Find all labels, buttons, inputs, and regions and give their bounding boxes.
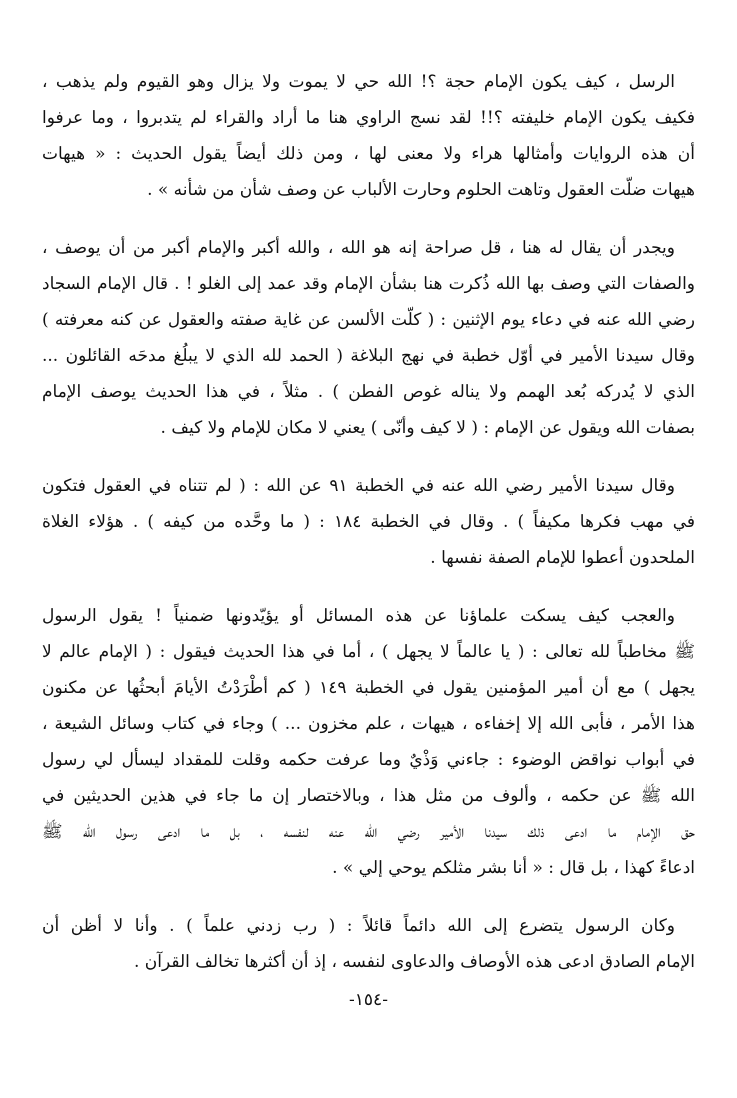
text-line: الذي لا يُدركه بُعد الهمم ولا يناله غوص الفطن ) . مثلاً ، في هذا الحديث يوصف الإمام <box>42 382 695 402</box>
page-body <box>42 64 695 1002</box>
text-line: ادعاءً كهذا ، بل قال : « أنا بشر مثلكم يوحي إلي » . <box>332 858 695 878</box>
text-line: وقال سيدنا الأمير في أوّل خطبة في نهج البلاغة ( الحمد لله الذي لا يبلُغ مدحَه القائلون ... <box>42 346 695 366</box>
text-line: في مهب فكرها مكيفاً ) . وقال في الخطبة ١٨٤ : ( ما وحَّده من كيفه ) . هؤلاء الغلاة <box>42 512 695 532</box>
text-line: هيهات ضلّت العقول وتاهت الحلوم وحارت الألباب عن وصف شأن من شأنه » . <box>147 180 695 200</box>
page-number: -١٥٤- <box>349 990 388 1010</box>
text-line: في أبواب نواقض الوضوء : جاءني وَذْيٌ وما عرفت حكمه وقلت للمقداد ليسأل لي رسول <box>42 750 695 770</box>
paragraph-3 <box>42 468 695 576</box>
text-line: الملحدون أعطوا للإمام الصفة نفسها . <box>430 548 695 568</box>
text-line: حق الإمام ما ادعى ذلك سيدنا الأمير رضي الله عنه لنفسه ، بل ما ادعى رسول الله ﷺ <box>42 822 695 842</box>
paragraph-2 <box>42 230 695 446</box>
text-line: ويجدر أن يقال له هنا ، قل صراحة إنه هو الله ، والله أكبر والإمام أكبر من أن يوصف ، <box>42 238 675 258</box>
text-line: الإمام الصادق ادعى هذه الأوصاف والدعاوى لنفسه ، إذ أن أكثرها تخالف القرآن . <box>133 952 695 972</box>
text-line: والصفات التي وصف بها الله ذُكرت هنا بشأن الإمام وقد عمد إلى الغلو ! . قال الإمام السجاد <box>42 274 695 294</box>
text-line: فكيف يكون الإمام خليفته ؟!! لقد نسج الراوي هنا ما أراد والقراء لم يتدبروا ، وما عرفوا <box>42 108 695 128</box>
text-line: الله ﷺ عن حكمه ، وألوف من مثل هذا ، وبالاختصار إن ما جاء في هذين الحديثين في <box>42 786 695 806</box>
paragraph-4 <box>42 598 695 886</box>
text-line: الرسل ، كيف يكون الإمام حجة ؟! الله حي لا يموت ولا يزال وهو القيوم ولم يذهب ، <box>42 72 675 92</box>
text-line: والعجب كيف يسكت علماؤنا عن هذه المسائل أو يؤيّدونها ضمنياً ! يقول الرسول <box>42 606 675 626</box>
paragraph-1 <box>42 64 695 208</box>
text-line: وقال سيدنا الأمير رضي الله عنه في الخطبة ٩١ عن الله : ( لم تتناه في العقول فتكون <box>42 476 675 496</box>
text-line: بصفات الله ويقول عن الإمام : ( لا كيف وأنّى ) يعني لا مكان للإمام ولا كيف . <box>160 418 695 438</box>
text-line: وكان الرسول يتضرع إلى الله دائماً قائلاً : ( رب زدني علماً ) . وأنا لا أظن أن <box>42 916 675 936</box>
text-line: أن هذه الروايات وأمثالها هراء ولا معنى لها ، ومن ذلك أيضاً يقول الحديث : « هيهات <box>42 144 695 164</box>
text-line: يجهل ) مع أن أمير المؤمنين يقول في الخطبة ١٤٩ ( كم أطْرَدْتُ الأيامَ أبحثُها عن مكنون <box>42 678 695 698</box>
text-line: هذا الأمر ، فأبى الله إلا إخفاءه ، هيهات ، علم مخزون ... ) وجاء في كتاب وسائل الشيعة ، <box>42 714 695 734</box>
text-line: ﷺ مخاطباً لله تعالى : ( يا عالماً لا يجهل ) ، أما في هذا الحديث فيقول : ( الإمام عالم لا <box>42 642 695 662</box>
paragraph-5 <box>42 908 695 980</box>
text-line: رضي الله عنه في دعاء يوم الإثنين : ( كلّت الألسن عن غاية صفته والعقول عن كنه معرفته ) <box>42 310 695 330</box>
